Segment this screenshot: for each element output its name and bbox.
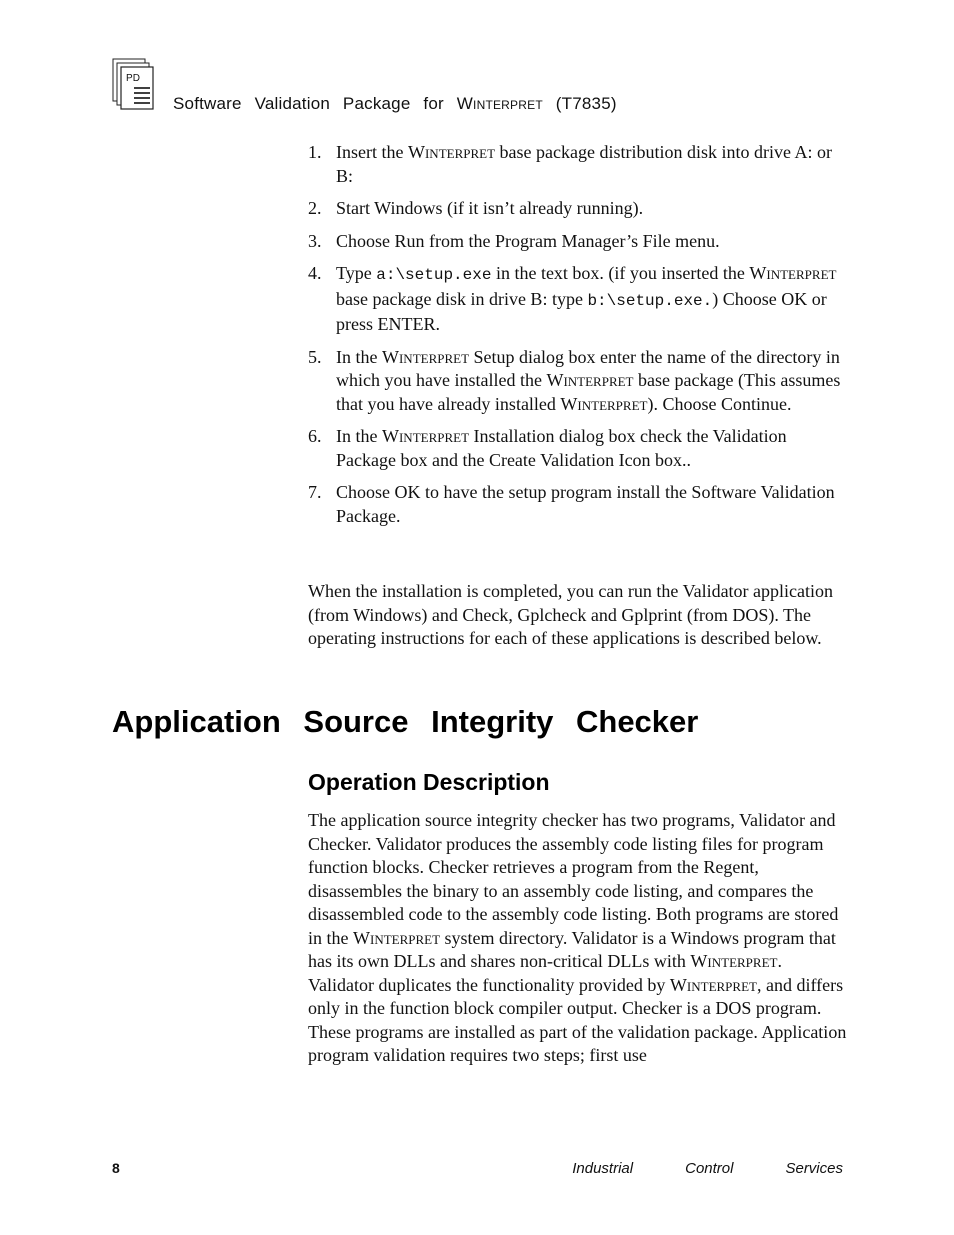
footer-word: Services [785, 1160, 843, 1177]
step-text: Choose Run from the Program Manager’s File menu. [336, 230, 720, 251]
product-name: Winterpret [560, 393, 648, 414]
header-product: Winterpret [456, 94, 543, 113]
product-name: Winterpret [690, 951, 778, 971]
step-text: Start Windows (if it isn’t already running). [336, 198, 644, 218]
body-text: The application source integrity checker has two programs, Validator and Checker. Validator produces the assembly code listing files for program function blocks. Checker retrieves a program from the Regent, disassembles the binary to an assembly code listing, and compares the disassembled code to the assembly code listing. Both programs are stored in the [308, 810, 839, 948]
list-item [308, 481, 848, 528]
description-paragraph [308, 809, 848, 1068]
install-steps-list [308, 141, 848, 537]
footer-organization [572, 1160, 843, 1177]
step-text: ). Choose Continue. [647, 393, 792, 414]
list-item [308, 141, 848, 188]
footer-word: Control [685, 1160, 734, 1177]
step-number: 3. [308, 230, 322, 251]
pd-logo-icon [112, 58, 156, 112]
product-name: Winterpret [546, 370, 634, 390]
list-item [308, 197, 848, 221]
logo-text: PD [126, 73, 140, 84]
product-name: Winterpret [749, 263, 837, 283]
product-name: Winterpret [381, 426, 470, 446]
step-number: 5. [308, 346, 322, 367]
footer-word: Industrial [572, 1160, 634, 1177]
step-text: Type [336, 263, 377, 283]
stacked-pages-icon [112, 58, 156, 112]
step-number: 6. [308, 426, 322, 446]
body-text: system directory. Validator is a Windows program that has its own DLLs and shares non-critical DLLs with [308, 927, 836, 971]
step-text: Insert the [336, 142, 408, 162]
step-text: In the [336, 346, 382, 367]
header-code: (T7835) [555, 94, 617, 113]
step-text: in the text box. (if you inserted the [491, 263, 750, 283]
body-text: . Validator duplicates the functionality provided by [308, 951, 782, 995]
step-text: base package distribution disk into drive A: or B: [336, 142, 832, 186]
step-number: 4. [308, 263, 322, 283]
step-text: Installation dialog box check the Validation Package box and the Create Validation Icon box.. [336, 426, 787, 470]
list-item [308, 230, 848, 254]
step-text: base package disk in drive B: type [336, 288, 588, 309]
step-text: In the [336, 426, 382, 446]
step-number: 2. [308, 198, 322, 218]
section-title: Application Source Integrity Checker [112, 704, 699, 739]
product-name: Winterpret [407, 142, 496, 162]
step-text: Choose OK to have the setup program install the Software Validation Package. [336, 482, 835, 526]
intro-paragraph: When the installation is completed, you can run the Validator application (from Windows) and Check, Gplcheck and Gplprint (from DOS). The operating instructions for each of these applications is described below. [308, 581, 834, 648]
step-text: ) Choose OK or press ENTER. [336, 288, 827, 334]
product-name: Winterpret [381, 346, 470, 367]
product-name: Winterpret [669, 974, 757, 995]
step-text: base package (This assumes that you have already installed [336, 370, 841, 414]
list-item [308, 262, 848, 337]
list-item [308, 346, 848, 417]
command-text: b:\setup.exe. [587, 291, 713, 310]
body-text: , and differs only in the function block compiler output. Checker is a DOS program. These programs are installed as part of the validation package. Application program validation requires two steps; first use [308, 974, 847, 1065]
step-number: 7. [308, 482, 322, 502]
product-name: Winterpret [353, 927, 441, 948]
running-header [173, 94, 617, 114]
subsection-title: Operation Description [308, 769, 550, 795]
step-number: 1. [308, 142, 322, 162]
step-text: Setup dialog box enter the name of the directory in which you have installed the [336, 346, 840, 390]
list-item [308, 425, 848, 472]
command-text: a:\setup.exe [376, 266, 492, 284]
header-title: Software Validation Package for [173, 94, 444, 113]
page-number: 8 [112, 1160, 120, 1176]
